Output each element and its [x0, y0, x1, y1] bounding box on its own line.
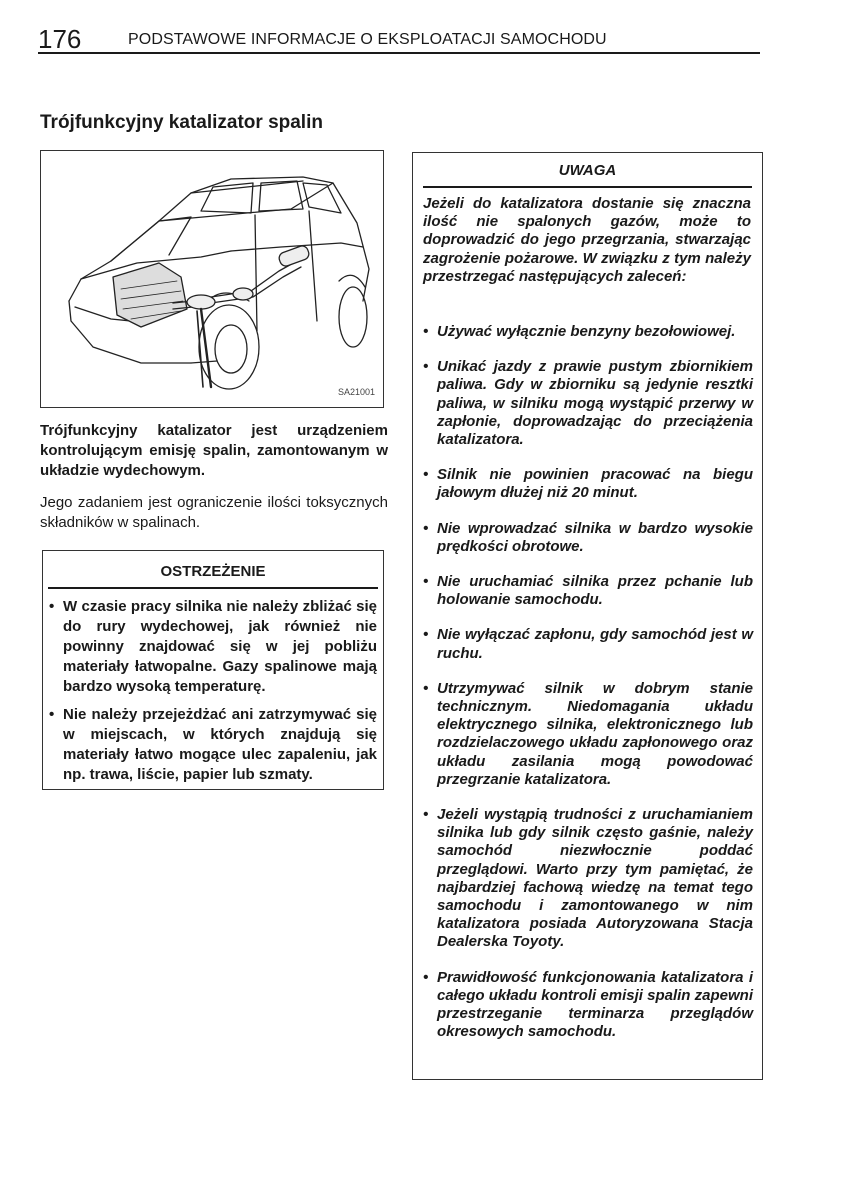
list-item [423, 969, 753, 1042]
section-title: Trójfunkcyjny katalizator spalin [40, 112, 323, 133]
list-item [423, 626, 753, 662]
list-item [423, 466, 753, 502]
list-item [423, 323, 753, 341]
bullet-icon: • [423, 519, 429, 537]
header-rule [38, 52, 760, 54]
caution-rule [423, 186, 752, 188]
list-item [423, 520, 753, 556]
warning-list [49, 597, 377, 793]
list-item-text: Nie należy przejeżdżać ani zatrzymywać się w miejscach, w których znajdują się materiały łatwo mogące ulec zapaleniu, jak np. trawa, liście, papier lub szmaty. [63, 706, 377, 783]
car-exhaust-drawing [41, 151, 383, 407]
warning-rule [48, 587, 378, 589]
list-item [423, 680, 753, 789]
bullet-icon: • [423, 573, 429, 591]
intro-bold-text: Trójfunkcyjny katalizator jest urządzeniem kontrolującym emisję spalin, zamontowanym w układzie wydechowym. [40, 422, 388, 479]
bullet-icon: • [423, 466, 429, 484]
intro-text: Jego zadaniem jest ograniczenie ilości toksycznych składników w spalinach. [40, 494, 388, 531]
figure-code: SA21001 [337, 387, 375, 397]
running-head: PODSTAWOWE INFORMACJE O EKSPLOATACJI SAMOCHODU [128, 31, 607, 48]
bullet-icon: • [423, 968, 429, 986]
list-item-text: Nie wyłączać zapłonu, gdy samochód jest w ruchu. [437, 626, 753, 662]
caution-box [412, 152, 763, 1080]
list-item-text: Utrzymywać silnik w dobrym stanie technicznym. Niedomagania układu elektrycznego silnika, elektronicznego lub rozdzielaczowego układu zapłonowego oraz układu zasilania mogą powodować przegrzanie katalizatora. [437, 679, 753, 788]
list-item-text: Prawidłowość funkcjonowania katalizatora i całego układu kontroli emisji spalin zapewni przestrzeganie terminarza przeglądów okresowych samochodu. [437, 968, 753, 1041]
caution-list [423, 323, 753, 1059]
caution-intro: Jeżeli do katalizatora dostanie się znaczna ilość nie spalonych gazów, może to doprowadzić do jego przegrzania, stwarzając zagrożenie pożarowe. W związku z tym należy przestrzegać następujących zaleceń: [423, 195, 751, 285]
bullet-icon: • [49, 706, 55, 723]
page-number: 176 [38, 24, 82, 54]
list-item [423, 358, 753, 449]
list-item [49, 597, 377, 697]
bullet-icon: • [423, 358, 429, 376]
list-item-text: Silnik nie powinien pracować na biegu jałowym dłużej niż 20 minut. [437, 466, 753, 502]
list-item-text: Używać wyłącznie benzyny bezołowiowej. [437, 323, 736, 340]
list-item [423, 806, 753, 952]
caution-title: UWAGA [558, 162, 617, 179]
warning-title: OSTRZEŻENIE [160, 563, 266, 580]
list-item-text: Jeżeli wystąpią trudności z uruchamianiem silnika lub gdy silnik często gaśnie, należy samochód niezwłocznie poddać przeglądowi. Warto przy tym pamiętać, że najbardziej fachową wiedzę na temat tego samochodu i zamontowanego w nim katalizatora posiada Autoryzowana Stacja Dealerska Toyoty. [437, 806, 753, 951]
warning-box [42, 550, 384, 790]
bullet-icon: • [49, 598, 55, 615]
list-item-text: Nie uruchamiać silnika przez pchanie lub holowanie samochodu. [437, 573, 753, 609]
list-item-text: W czasie pracy silnika nie należy zbliżać się do rury wydechowej, jak również nie powinny znajdować się w jej pobliżu materiały łatwopalne. Gazy spalinowe mają bardzo wysoką temperaturę. [63, 598, 377, 695]
bullet-icon: • [423, 323, 429, 340]
list-item-text: Unikać jazdy z prawie pustym zbiornikiem paliwa. Gdy w zbiorniku są jedynie resztki paliwa, w silniku mogą wystąpić przerwy w zapłonie, doprowadzając do przeciążenia katalizatora. [437, 358, 753, 449]
car-illustration [40, 150, 384, 408]
bullet-icon: • [423, 806, 429, 824]
bullet-icon: • [423, 626, 429, 644]
bullet-icon: • [423, 679, 429, 697]
list-item-text: Nie wprowadzać silnika w bardzo wysokie prędkości obrotowe. [437, 519, 753, 555]
list-item [423, 573, 753, 609]
list-item [49, 705, 377, 785]
